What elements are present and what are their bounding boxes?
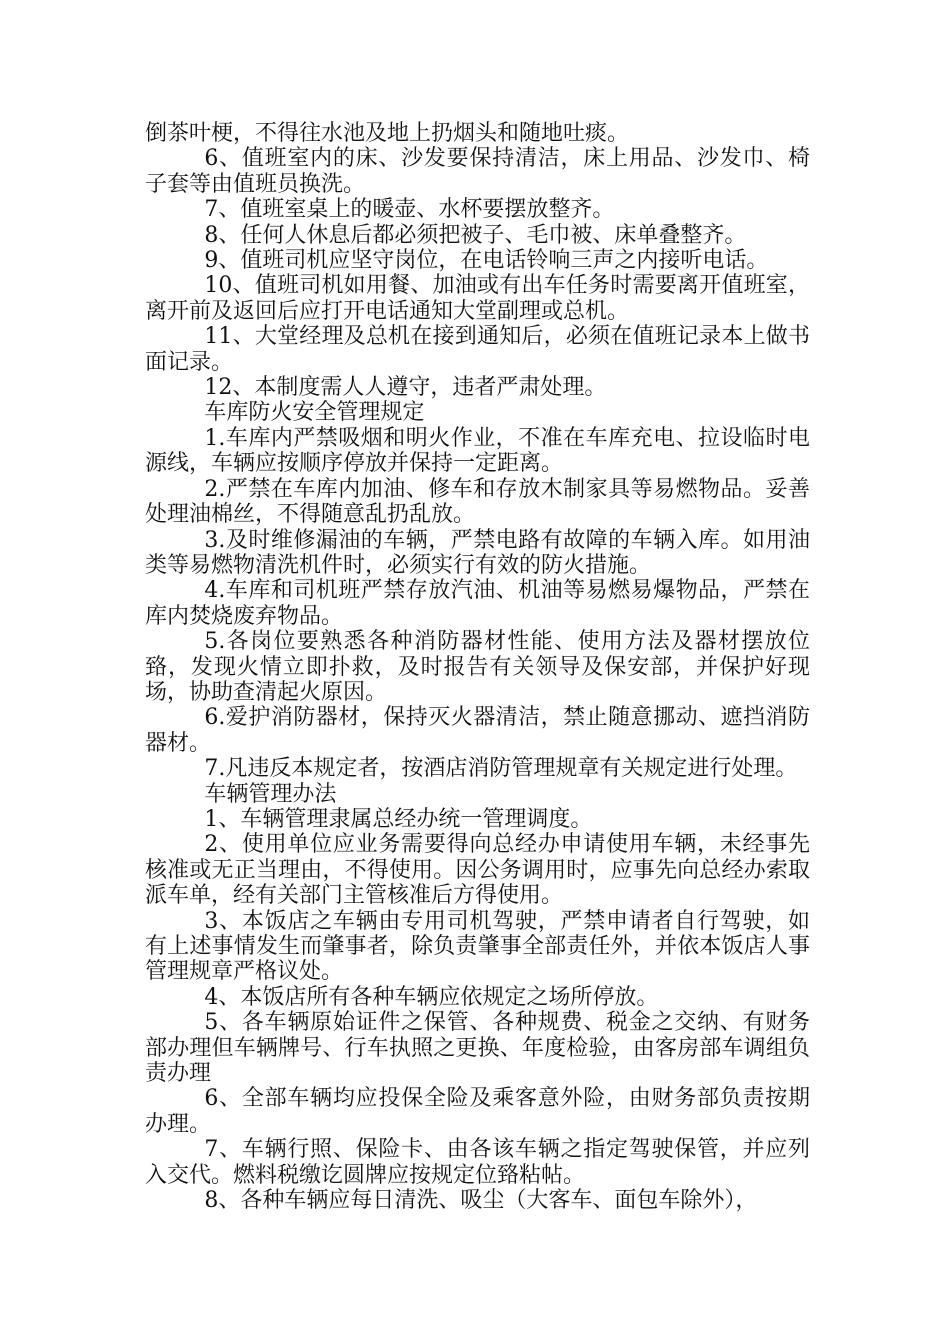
- paragraph: 7.凡违反本规定者，按酒店消防管理规章有关规定进行处理。: [204, 756, 798, 782]
- paragraph: 2.严禁在车库内加油、修车和存放木制家具等易燃物品。妥善处理油棉丝，不得随意乱扔乱放。: [145, 476, 810, 528]
- paragraph: 1、车辆管理隶属总经办统一管理调度。: [204, 806, 593, 832]
- document-body: [145, 121, 810, 1213]
- paragraph: 4.车库和司机班严禁存放汽油、机油等易燃易爆物品，严禁在库内焚烧废弃物品。: [145, 578, 810, 629]
- paragraph: 8、任何人休息后都必须把被子、毛巾被、床单叠整齐。: [204, 222, 747, 248]
- paragraph: 6、全部车辆均应投保全险及乘客意外险，由财务部负责按期办理。: [145, 1086, 810, 1137]
- paragraph: 11、大堂经理及总机在接到通知后，必须在值班记录本上做书面记录。: [145, 324, 810, 375]
- paragraph: 1.车库内严禁吸烟和明火作业，不准在车库充电、拉设临时电源线，车辆应按顺序停放并保持一定距离。: [145, 425, 810, 477]
- paragraph: 3、本饭店之车辆由专用司机驾驶，严禁申请者自行驾驶，如有上述事情发生而肇事者，除负责肇事全部责任外，并依本饭店人事管理规章严格议处。: [145, 908, 810, 985]
- paragraph: 5.各岗位要熟悉各种消防器材性能、使用方法及器材摆放位臵，发现火情立即扑救，及时报告有关领导及保安部，并保护好现场，协助查清起火原因。: [145, 629, 810, 705]
- paragraph: 8、各种车辆应每日清洗、吸尘（大客车、面包车除外），: [204, 1188, 758, 1214]
- paragraph: 12、本制度需人人遵守，违者严肃处理。: [204, 375, 607, 401]
- paragraph: 3.及时维修漏油的车辆，严禁电路有故障的车辆入库。如用油类等易燃物清洗机件时，必须实行有效的防火措施。: [145, 527, 810, 578]
- paragraph: 9、值班司机应坚守岗位，在电话铃响三声之内接听电话。: [204, 248, 769, 274]
- section-heading: 车库防火安全管理规定: [204, 400, 425, 426]
- paragraph: 倒茶叶梗，不得往水池及地上扔烟头和随地吐痰。: [145, 121, 630, 146]
- paragraph: 5、各车辆原始证件之保管、各种规费、税金之交纳、有财务部办理但车辆牌号、行车执照之更换、年度检验，由客房部车调组负责办理: [145, 1010, 810, 1087]
- paragraph: 6、值班室内的床、沙发要保持清洁，床上用品、沙发巾、椅子套等由值班员换洗。: [145, 146, 810, 197]
- paragraph: 10、值班司机如用餐、加油或有出车任务时需要离开值班室，离开前及返回后应打开电话通知大堂副理或总机。: [145, 273, 810, 324]
- paragraph: 4、本饭店所有各种车辆应依规定之场所停放。: [204, 984, 659, 1010]
- section-heading: 车辆管理办法: [204, 781, 337, 807]
- paragraph: 6.爱护消防器材，保持灭火器清洁，禁止随意挪动、遮挡消防器材。: [145, 705, 810, 756]
- paragraph: 7、车辆行照、保险卡、由各该车辆之指定驾驶保管，并应列入交代。燃料税缴讫圆牌应按规定位臵粘帖。: [145, 1137, 810, 1188]
- paragraph: 7、值班室桌上的暖壶、水杯要摆放整齐。: [204, 197, 615, 223]
- paragraph: 2、使用单位应业务需要得向总经办申请使用车辆，未经事先核准或无正当理由，不得使用。因公务调用时，应事先向总经办索取派车单，经有关部门主管核准后方得使用。: [145, 832, 810, 909]
